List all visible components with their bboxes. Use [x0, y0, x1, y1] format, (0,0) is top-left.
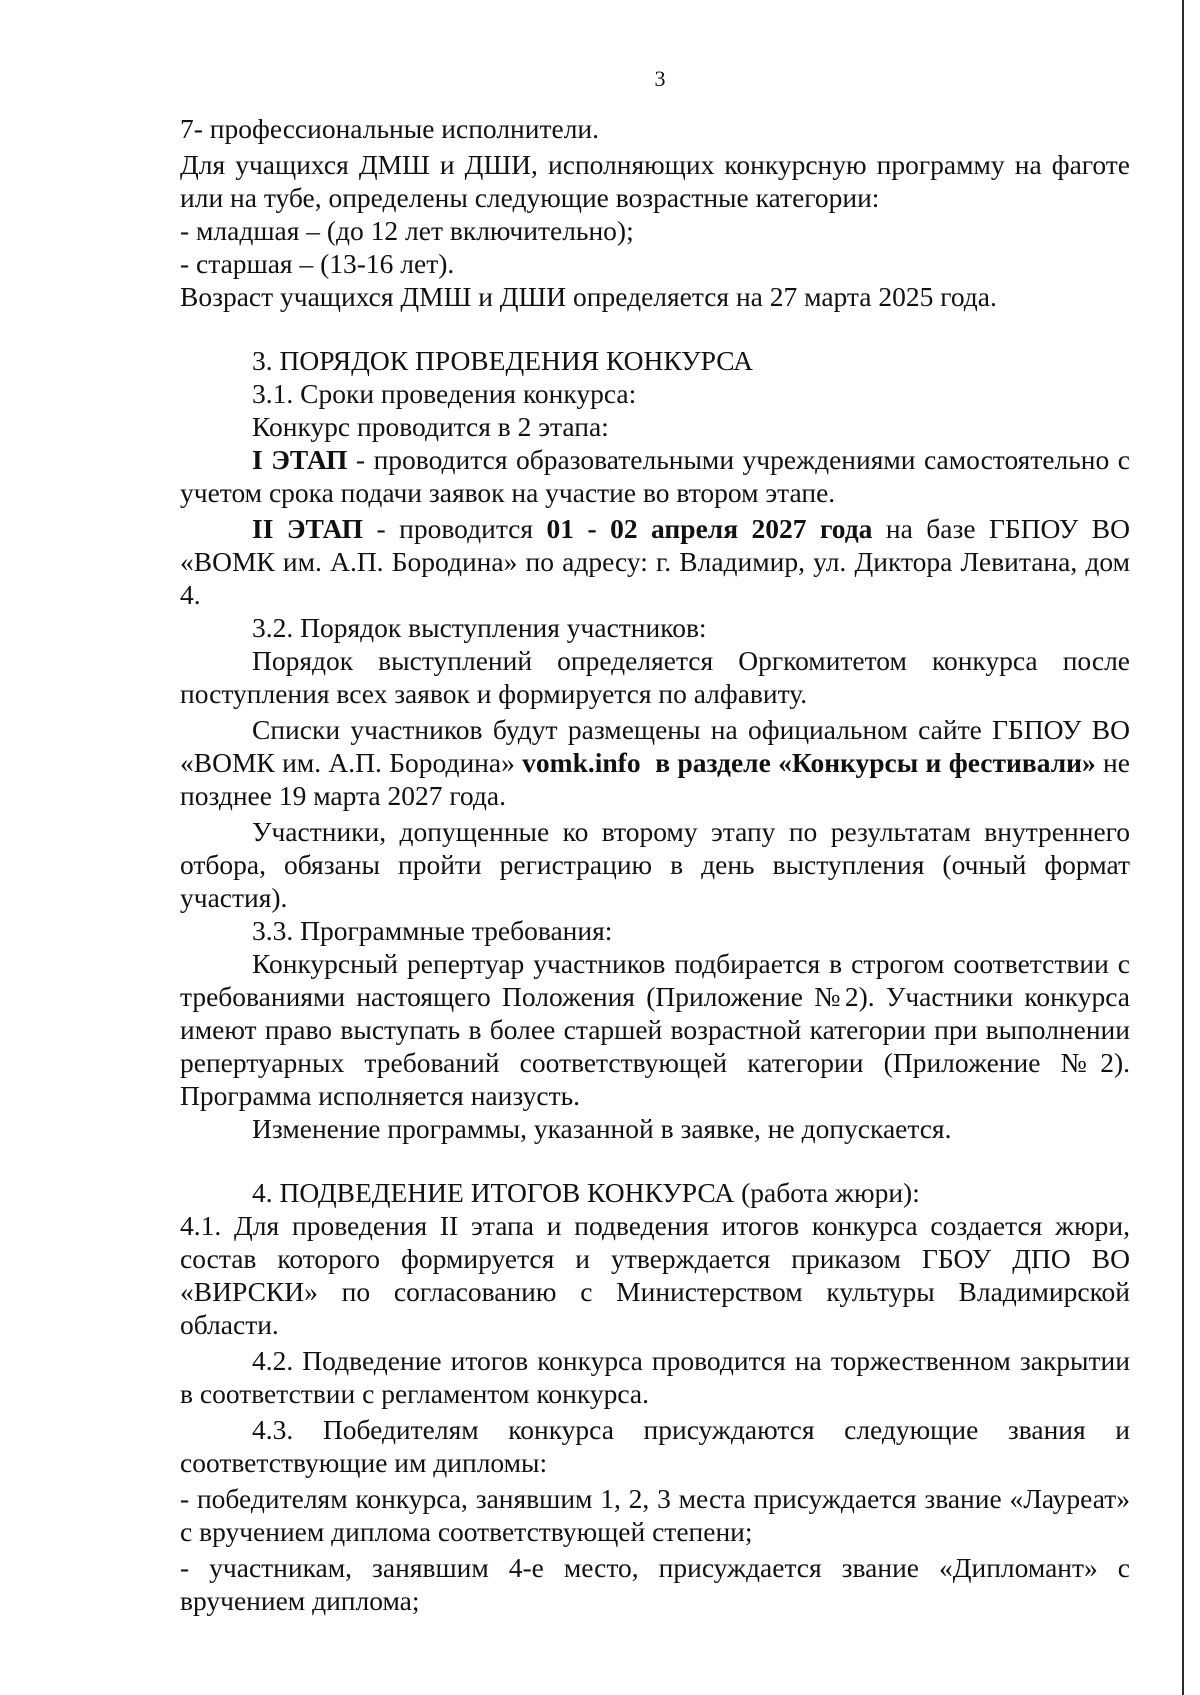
registration-paragraph: Участники, допущенные ко второму этапу по результатам внутреннего отбора, обязаны пройти регистрацию в день выступления (очный формат участия). — [180, 816, 1130, 913]
section3-2-title: 3.2. Порядок выступления участников: — [252, 612, 707, 643]
stage2-paragraph — [180, 512, 1130, 611]
section3-heading: 3. ПОРЯДОК ПРОВЕДЕНИЯ КОНКУРСА — [252, 345, 754, 376]
section4-2-paragraph: 4.2. Подведение итогов конкурса проводится на торжественном закрытии в соответствии с регламентом конкурса. — [180, 1345, 1130, 1409]
category-senior: - старшая – (13-16 лет). — [180, 248, 455, 279]
stage2-text-a: - проводится — [363, 513, 547, 544]
section4-heading: 4. ПОДВЕДЕНИЕ ИТОГОВ КОНКУРСА (работа жюри): — [252, 1177, 920, 1208]
section3-3-title: 3.3. Программные требования: — [252, 915, 613, 946]
category-junior: - младшая – (до 12 лет включительно); — [180, 215, 634, 246]
order-paragraph: Порядок выступлений определяется Оргкомитетом конкурса после поступления всех заявок и формируется по алфавиту. — [180, 645, 1130, 709]
website-link[interactable]: vomk.info — [522, 747, 641, 778]
page-number: 3 — [654, 66, 666, 91]
lists-section: в разделе «Конкурсы и фестивали» — [640, 747, 1096, 778]
diplomant-item: - участникам, занявшим 4-е место, присуждается звание «Дипломант» с вручением диплома; — [180, 1552, 1130, 1616]
stage2-dates: 01 - 02 апреля 2027 года — [546, 513, 873, 544]
stage1-paragraph — [180, 443, 1130, 509]
lists-paragraph — [180, 713, 1130, 812]
section3-1-title: 3.1. Сроки проведения конкурса: — [252, 378, 637, 409]
no-change-paragraph: Изменение программы, указанной в заявке, не допускается. — [252, 1113, 952, 1144]
document-body — [180, 112, 1130, 1617]
section4-1-paragraph: 4.1. Для проведения II этапа и подведения итогов конкурса создается жюри, состав которого формируется и утверждается приказом ГБОУ ДПО ВО «ВИРСКИ» по согласованию с Министерством культуры Владимирской области. — [180, 1210, 1130, 1340]
stage1-label: I ЭТАП — [252, 444, 348, 475]
laureate-item: - победителям конкурса, занявшим 1, 2, 3 места присуждается звание «Лауреат» с вручением диплома соответствующей степени; — [180, 1483, 1130, 1547]
repertoire-paragraph: Конкурсный репертуар участников подбирается в строгом соответствии с требованиями настоящего Положения (Приложение №2). Участники конкурса имеют право выступать в более старшей возрастной категории при выполнении репертуарных требований соответствующей категории (Приложение №2). Программа исполняется наизусть. — [180, 948, 1130, 1111]
stage2-text-b: на базе ГБПОУ ВО «ВОМК им. А.П. Бородина» по адресу: г. Владимир, ул. Диктора Левитана, дом 4. — [180, 513, 1131, 610]
age-determination: Возраст учащихся ДМШ и ДШИ определяется на 27 марта 2025 года. — [180, 281, 997, 312]
category-professionals: 7- профессиональные исполнители. — [180, 113, 600, 144]
bassoon-tuba-categories: Для учащихся ДМШ и ДШИ, исполняющих конкурсную программу на фаготе или на тубе, определены следующие возрастные категории: — [180, 149, 1130, 213]
stage2-label: II ЭТАП — [252, 513, 364, 544]
stages-intro: Конкурс проводится в 2 этапа: — [252, 411, 609, 442]
lists-text-b: не позднее 19 марта 2027 года. — [180, 747, 1130, 811]
stage1-text: - проводится образовательными учреждениями самостоятельно с учетом срока подачи заявок на участие во втором этапе. — [180, 444, 1130, 508]
section4-3-paragraph: 4.3. Победителям конкурса присуждаются следующие звания и соответствующие им дипломы: — [180, 1414, 1130, 1478]
lists-text-a: Списки участников будут размещены на официальном сайте ГБПОУ ВО «ВОМК им. А.П. Бородина» — [180, 714, 1130, 778]
scan-border-line — [1182, 0, 1184, 1695]
